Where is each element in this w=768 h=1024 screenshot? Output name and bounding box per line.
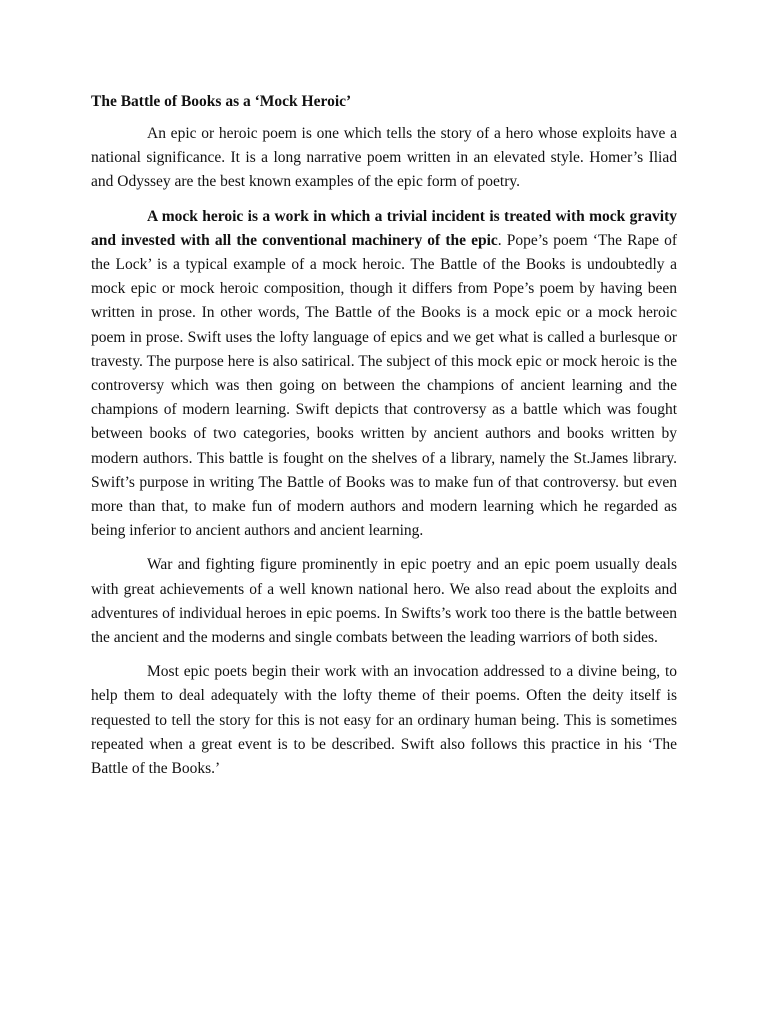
document-title: The Battle of Books as a ‘Mock Heroic’ <box>91 93 352 110</box>
document-page <box>91 90 677 791</box>
paragraph-3 <box>91 553 677 650</box>
paragraph-1 <box>91 122 677 195</box>
paragraph-3-text: War and fighting figure prominently in epic poetry and an epic poem usually deals with great achievements of a well known national hero. We also read about the exploits and adventures of individual heroes in epic poems. In Swifts’s work too there is the battle between the ancient and the moderns and single combats between the leading warriors of both sides. <box>91 556 677 647</box>
paragraph-4 <box>91 660 677 781</box>
paragraph-2 <box>91 205 677 544</box>
paragraph-4-text: Most epic poets begin their work with an invocation addressed to a divine being, to help them to deal adequately with the lofty theme of their poems. Often the deity itself is requested to tell the story for this is not easy for an ordinary human being. This is sometimes repeated when a great event is to be described. Swift also follows this practice in his ‘The Battle of the Books.’ <box>91 663 677 778</box>
paragraph-2-bold-lead: A mock heroic is a work in which a trivial incident is treated with mock gravity and invested with all the conventional machinery of the epic <box>91 207 677 249</box>
paragraph-2-text: . Pope’s poem ‘The Rape of the Lock’ is a typical example of a mock heroic. The Battle of the Books is undoubtedly a mock epic or mock heroic composition, though it differs from Pope’s poem by having been written in prose. In other words, The Battle of the Books is a mock epic or a mock heroic poem in prose. Swift uses the lofty language of epics and we get what is called a burlesque or travesty. The purpose here is also satirical. The subject of this mock epic or mock heroic is the controversy which was then going on between the champions of ancient learning and the champions of modern learning. Swift depicts that controversy as a battle which was fought between books of two categories, books written by ancient authors and books written by modern authors. This battle is fought on the shelves of a library, namely the St.James library. Swift’s purpose in writing The Battle of Books was to make fun of that controversy. but even more than that, to make fun of modern authors and modern learning which he regarded as being inferior to ancient authors and ancient learning. <box>91 231 677 540</box>
paragraph-1-text: An epic or heroic poem is one which tells the story of a hero whose exploits have a national significance. It is a long narrative poem written in an elevated style. Homer’s Iliad and Odyssey are the best known examples of the epic form of poetry. <box>91 125 677 191</box>
